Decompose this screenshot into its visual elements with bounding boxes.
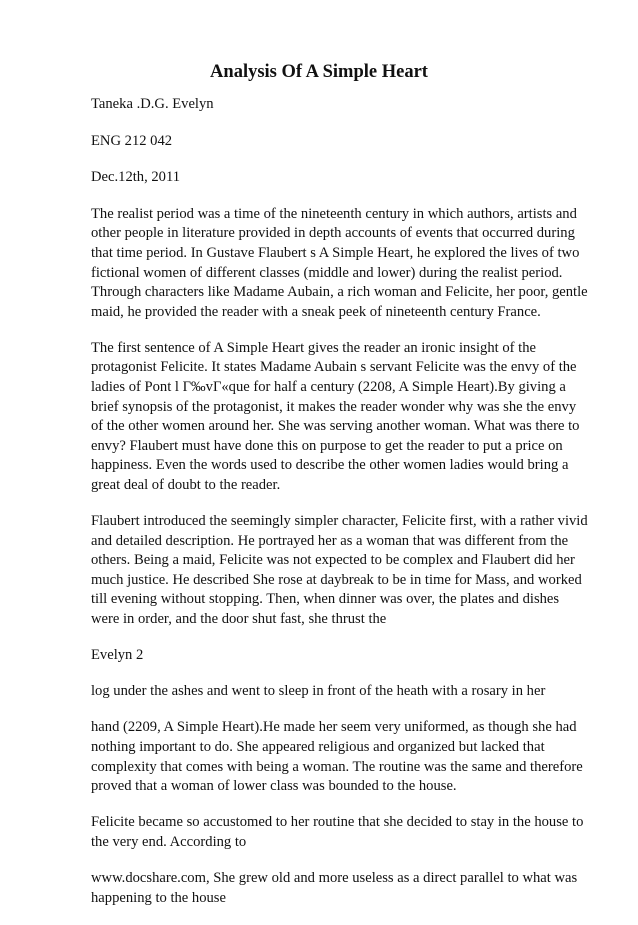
document-body [91, 95, 591, 925]
author-line: Taneka .D.G. Evelyn [91, 96, 214, 112]
date-line: Dec.12th, 2011 [91, 169, 181, 186]
course-line: ENG 212 042 [91, 132, 173, 149]
paragraph-routine: hand (2209, A Simple Heart).He made her seem very uniformed, as though she had nothing important to do. She appeared religious and organized but lacked that complexity that comes with being a woman. The routine was the same and therefore proved that a woman of lower class was bounded to the house. [91, 719, 583, 795]
document-title: Analysis Of A Simple Heart [210, 62, 428, 82]
paragraph-intro: The realist period was a time of the nineteenth century in which authors, artists and other people in literature provided in depth accounts of events that occurred during that time period. In Gustave Flaubert s A Simple Heart, he explored the lives of two fictional women of different classes (middle and lower) during the realist period. Through characters like Madame Aubain, a rich woman and Felicite, her poor, gentle maid, he provided the reader with a sneak peek of nineteenth century France. [91, 205, 588, 320]
page-header-evelyn: Evelyn 2 [91, 647, 144, 664]
paragraph-accustomed: Felicite became so accustomed to her routine that she decided to stay in the house to the very end. According to [91, 814, 584, 850]
paragraph-continuation: log under the ashes and went to sleep in front of the heath with a rosary in her [91, 683, 546, 700]
paragraph-first-sentence: The first sentence of A Simple Heart gives the reader an ironic insight of the protagonist Felicite. It states Madame Aubain s servant Felicite was the envy of the ladies of Pont l Γ‰vΓ«que for half a century (2208, A Simple Heart).By giving a brief synopsis of the protagonist, it makes the reader wonder why was she the envy of the other women around her. She was serving another woman. What was there to envy? Flaubert must have done this on purpose to get the reader to put a price on happiness. Even the words used to describe the other women ladies would bring a great deal of doubt to the reader. [91, 339, 580, 493]
paragraph-docshare: www.docshare.com, She grew old and more useless as a direct parallel to what was happening to the house [91, 869, 578, 906]
paragraph-character: Flaubert introduced the seemingly simpler character, Felicite first, with a rather vivid and detailed description. He portrayed her as a woman that was different from the others. Being a maid, Felicite was not expected to be complex and Flaubert did her much justice. He described She rose at daybreak to be in time for Mass, and worked till evening without stopping. Then, when dinner was over, the plates and dishes were in order, and the door shut fast, she thrust the [91, 513, 588, 628]
